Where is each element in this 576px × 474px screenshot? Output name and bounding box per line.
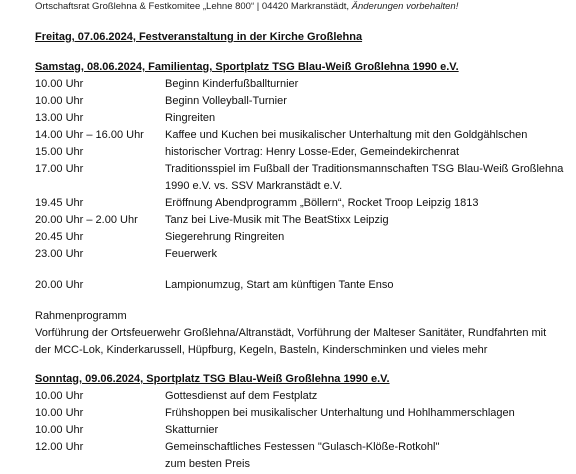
rahmen-heading: Rahmenprogramm: [35, 310, 127, 322]
row-time: 10.00 Uhr: [35, 78, 84, 90]
row-time: 20.00 Uhr – 2.00 Uhr: [35, 214, 138, 226]
saturday-title: Samstag, 08.06.2024, Familientag, Sportplatz TSG Blau-Weiß Großlehna 1990 e.V.: [35, 61, 459, 73]
sunday-title: Sonntag, 09.06.2024, Sportplatz TSG Blau-Weiß Großlehna 1990 e.V.: [35, 373, 390, 385]
rahmen-line: der MCC-Lok, Kinderkarussell, Hüpfburg, Kegeln, Basteln, Kinderschminken und vieles mehr: [35, 344, 488, 356]
row-desc: Frühshoppen bei musikalischer Unterhaltung und Hohlhammerschlagen: [165, 407, 515, 419]
row-time: 13.00 Uhr: [35, 112, 84, 124]
row-desc: Gottesdienst auf dem Festplatz: [165, 390, 318, 402]
friday-title: Freitag, 07.06.2024, Festveranstaltung in der Kirche Großlehna: [35, 31, 363, 43]
row-desc: Kaffee und Kuchen bei musikalischer Unterhaltung mit den Goldgählschen: [165, 129, 528, 141]
row-time: 10.00 Uhr: [35, 424, 84, 436]
row-desc: Skatturnier: [165, 424, 219, 436]
row-time: 14.00 Uhr – 16.00 Uhr: [35, 129, 144, 141]
row-time: 10.00 Uhr: [35, 95, 84, 107]
row-desc: Lampionumzug, Start am künftigen Tante Enso: [165, 279, 394, 291]
row-time: 19.45 Uhr: [35, 197, 84, 209]
row-desc: 1990 e.V. vs. SSV Markranstädt e.V.: [165, 180, 343, 192]
document-header: [35, 1, 458, 12]
row-desc: Siegerehrung Ringreiten: [165, 231, 285, 243]
row-time: 12.00 Uhr: [35, 441, 84, 453]
row-desc: zum besten Preis: [165, 458, 250, 470]
row-time: 20.45 Uhr: [35, 231, 84, 243]
row-desc: Tanz bei Live-Musik mit The BeatStixx Leipzig: [165, 214, 389, 226]
row-desc: Gemeinschaftliches Festessen "Gulasch-Klöße-Rotkohl": [165, 441, 440, 453]
header-text: Ortschaftsrat Großlehna & Festkomitee „Lehne 800“ | 04420 Markranstädt,: [35, 1, 350, 12]
row-desc: Beginn Kinderfußballturnier: [165, 78, 299, 90]
row-desc: historischer Vortrag: Henry Losse-Eder, Gemeindekirchenrat: [165, 146, 460, 158]
row-time: 15.00 Uhr: [35, 146, 84, 158]
row-desc: Ringreiten: [165, 112, 216, 124]
row-desc: Beginn Volleyball-Turnier: [165, 95, 287, 107]
row-desc: Traditionsspiel im Fußball der Traditionsmannschaften TSG Blau-Weiß Großlehna: [165, 163, 564, 175]
row-time: 17.00 Uhr: [35, 163, 84, 175]
header-note: Änderungen vorbehalten!: [351, 1, 459, 12]
row-time: 10.00 Uhr: [35, 390, 84, 402]
rahmen-line: Vorführung der Ortsfeuerwehr Großlehna/Altranstädt, Vorführung der Malteser Sanitäter, Rundfahrten mit: [35, 327, 547, 339]
row-time: 10.00 Uhr: [35, 407, 84, 419]
row-desc: Eröffnung Abendprogramm „Böllern“, Rocket Troop Leipzig 1813: [165, 197, 479, 209]
row-time: 20.00 Uhr: [35, 279, 84, 291]
row-time: 23.00 Uhr: [35, 248, 84, 260]
row-desc: Feuerwerk: [165, 248, 217, 260]
